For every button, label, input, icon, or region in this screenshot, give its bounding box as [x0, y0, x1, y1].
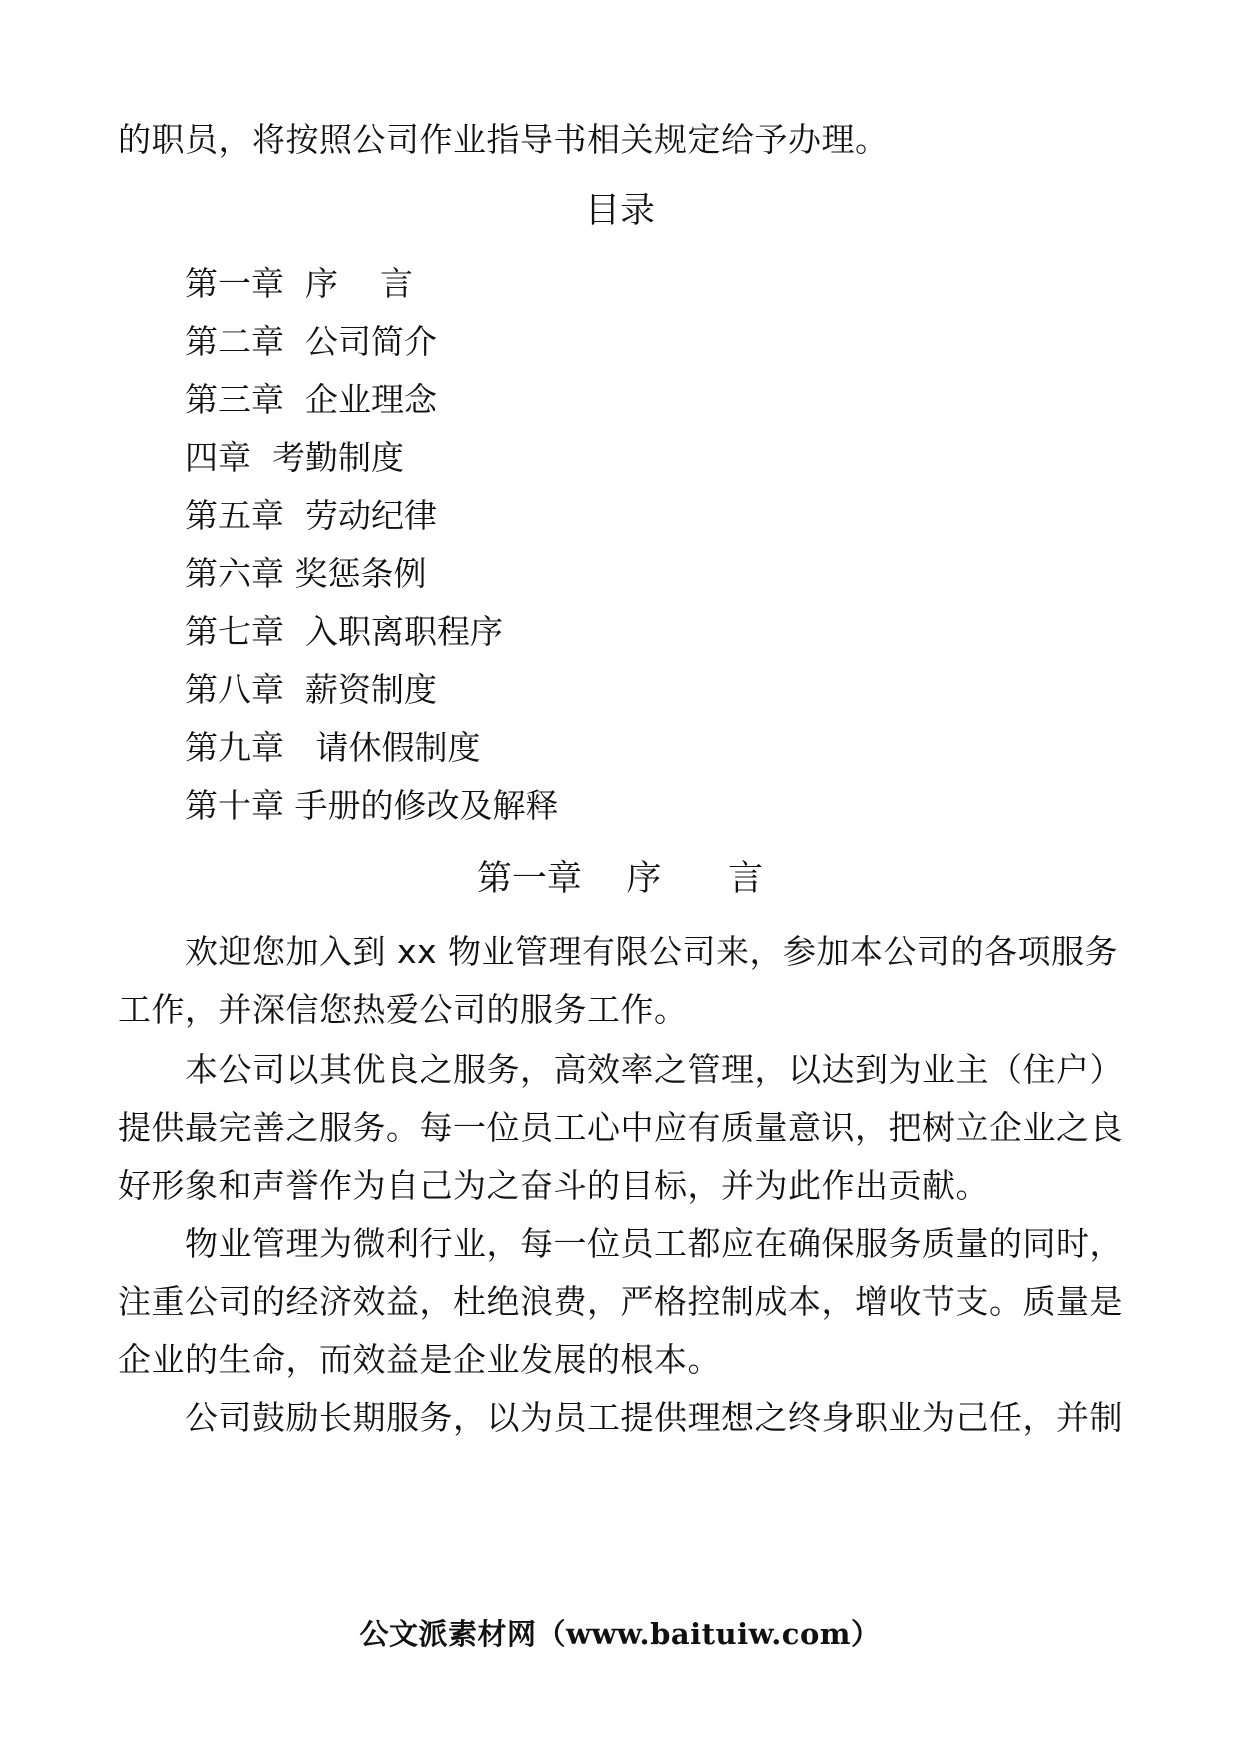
toc-item: 第二章 公司简介	[185, 322, 437, 361]
paragraph-line: 公司鼓励长期服务，以为员工提供理想之终身职业为己任，并制	[185, 1398, 1123, 1437]
toc-item: 四章 考勤制度	[185, 438, 404, 477]
paragraph-line: 本公司以其优良之服务，高效率之管理，以达到为业主（住户）	[185, 1050, 1123, 1089]
toc-item: 第七章 入职离职程序	[185, 612, 503, 651]
toc-title: 目录	[584, 191, 655, 231]
toc-item: 第八章 薪资制度	[185, 670, 437, 709]
paragraph-line: 好形象和声誉作为自己为之奋斗的目标，并为此作出贡献。	[118, 1166, 989, 1205]
toc-item: 第六章 奖惩条例	[185, 554, 427, 593]
toc-item: 第一章 序 言	[185, 264, 413, 303]
toc-item: 第五章 劳动纪律	[185, 496, 437, 535]
paragraph-line: 欢迎您加入到 xx 物业管理有限公司来，参加本公司的各项服务	[185, 932, 1119, 971]
toc-item: 第九章 请休假制度	[185, 728, 481, 767]
paragraph-line: 企业的生命，而效益是企业发展的根本。	[118, 1340, 721, 1379]
toc-item: 第十章 手册的修改及解释	[185, 786, 559, 825]
paragraph-line: 物业管理为微利行业，每一位员工都应在确保服务质量的同时，	[185, 1224, 1123, 1263]
paragraph-line: 提供最完善之服务。每一位员工心中应有质量意识，把树立企业之良	[118, 1108, 1123, 1147]
footer-watermark-text: 公文派素材网（www.baituiw.com）	[359, 1617, 881, 1651]
paragraph-line: 工作，并深信您热爱公司的服务工作。	[118, 990, 688, 1029]
paragraph-line: 注重公司的经济效益，杜绝浪费，严格控制成本，增收节支。质量是	[118, 1282, 1123, 1321]
chapter-title: 第一章 序 言	[476, 859, 764, 899]
toc-item: 第三章 企业理念	[185, 380, 437, 419]
intro-line: 的职员，将按照公司作业指导书相关规定给予办理。	[118, 120, 889, 159]
